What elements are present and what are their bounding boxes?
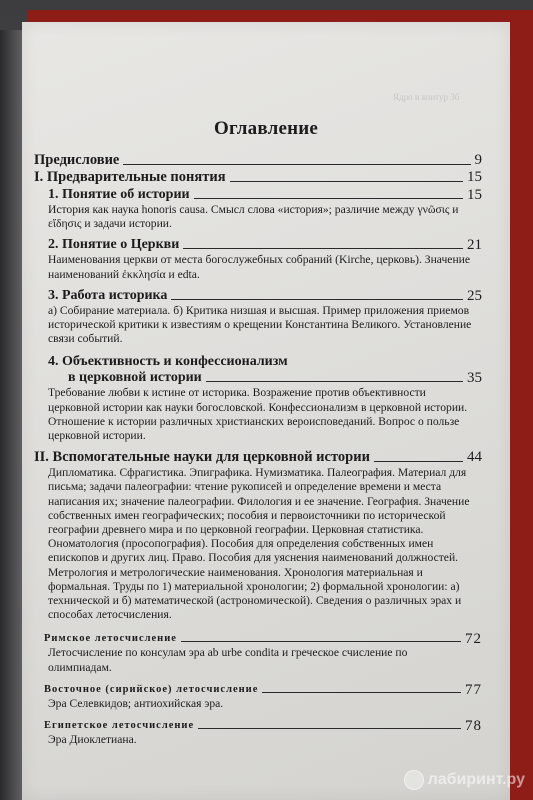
toc-label: Предисловие	[34, 152, 120, 168]
toc-leader	[230, 181, 463, 182]
toc-entry-part-1	[34, 169, 482, 186]
toc-page-number: 44	[467, 449, 482, 466]
toc-description: а) Собирание материала. б) Критика низшая и высшая. Пример приложения приемов исторической критики к известиям о крещении Константина Великого. Установление связи событий.	[48, 303, 472, 346]
toc-leader	[194, 198, 463, 199]
toc-label: I. Предварительные понятия	[34, 169, 226, 185]
toc-entry-section-4	[34, 370, 482, 386]
toc-label: в церковной истории	[68, 370, 202, 386]
toc-entry-roman	[34, 632, 482, 646]
watermark-text: лабиринт.ру	[427, 771, 525, 788]
toc-entry-preface	[34, 152, 482, 169]
toc-entry-part-2	[34, 449, 482, 466]
toc-page-number: 77	[465, 681, 482, 698]
toc-label: 2. Понятие о Церкви	[48, 237, 180, 253]
toc-entry-eastern	[34, 683, 482, 697]
toc-entry-section-1	[34, 187, 482, 203]
toc-page-number: 25	[467, 287, 482, 304]
toc-leader	[123, 164, 470, 165]
toc-label: II. Вспомогательные науки для церковной истории	[34, 449, 370, 466]
labirint-logo-icon	[404, 770, 424, 790]
toc-label: Египетское летосчисление	[44, 720, 195, 732]
toc-description: Наименования церкви от места богослужебных собраний (Kirche, церковь). Значение наименований ἐκκλησία и edta.	[48, 253, 470, 281]
book-page	[22, 22, 510, 800]
toc-page-number: 35	[467, 370, 482, 387]
toc-label: Восточное (сирийское) летосчисление	[44, 683, 259, 695]
toc-page-number: 9	[474, 152, 482, 168]
toc-leader	[171, 299, 463, 300]
toc-leader	[206, 381, 463, 382]
toc-description: Летосчисление по консулам эра ab urbe condita и греческое счисление по олимпиадам.	[48, 646, 408, 674]
toc-entry-egyptian	[34, 719, 482, 733]
toc-page-number: 21	[467, 237, 482, 254]
toc-description: Эра Селевкидов; антиохийская эра.	[48, 696, 224, 710]
toc-page-number: 15	[467, 187, 482, 203]
show-through-text: Ядро и контур 3б	[393, 92, 460, 102]
toc-entry-section-2	[34, 237, 482, 253]
toc-description: История как наука honoris causa. Смысл слова «история»; различие между γνῶσις и εἴδησις и задачи истории.	[48, 203, 459, 231]
toc-label: Римское летосчисление	[44, 633, 177, 645]
toc-leader	[183, 248, 463, 249]
toc-label: 3. Работа историка	[48, 287, 168, 303]
watermark	[404, 770, 525, 790]
toc-page-number: 78	[465, 718, 482, 735]
toc-description: Требование любви к истине от историка. Возражение против объективности церковной истории как науки богословской. Конфессионализм в церковной истории. Отношение к истории различных христианских вероисповеданий. Вопрос о пользе церковной истории.	[48, 386, 468, 443]
toc-leader	[374, 461, 463, 462]
toc-leader	[262, 692, 461, 693]
toc-entry-section-4-line1: 4. Объективность и конфессионализм	[48, 354, 288, 370]
toc-leader	[198, 728, 461, 729]
toc-description: Эра Диоклетиана.	[48, 733, 137, 747]
toc-label: 1. Понятие об истории	[48, 187, 190, 202]
page-title: Оглавление	[213, 118, 319, 139]
table-of-contents	[34, 152, 482, 747]
toc-page-number: 15	[467, 169, 482, 185]
toc-leader	[181, 641, 461, 642]
toc-entry-section-3	[34, 288, 482, 304]
toc-page-number: 72	[465, 631, 482, 648]
toc-description: Дипломатика. Сфрагистика. Эпиграфика. Нумизматика. Палеография. Материал для письма; задачи палеографии: чтение рукописей и определение времени и места написания их; значение палеографии. Филология и ее значение. География. Значение собственных имен географических; пособия и первоисточники по исторической географии древнего мира и по церковной географии. Церковная статистика. Ономатология (просопография). Пособия для определения собственных имен епископов и других лиц. Право. Пособия для уяснения наименований должностей. Метрология и метрологические наименования. Хронология материальная и формальная. Труды по 1) материальной хронологии; 2) формальной хронологии: а) технической и б) математической (астрономической). Сведения о различных эрах и способах летосчисления.	[48, 466, 470, 622]
